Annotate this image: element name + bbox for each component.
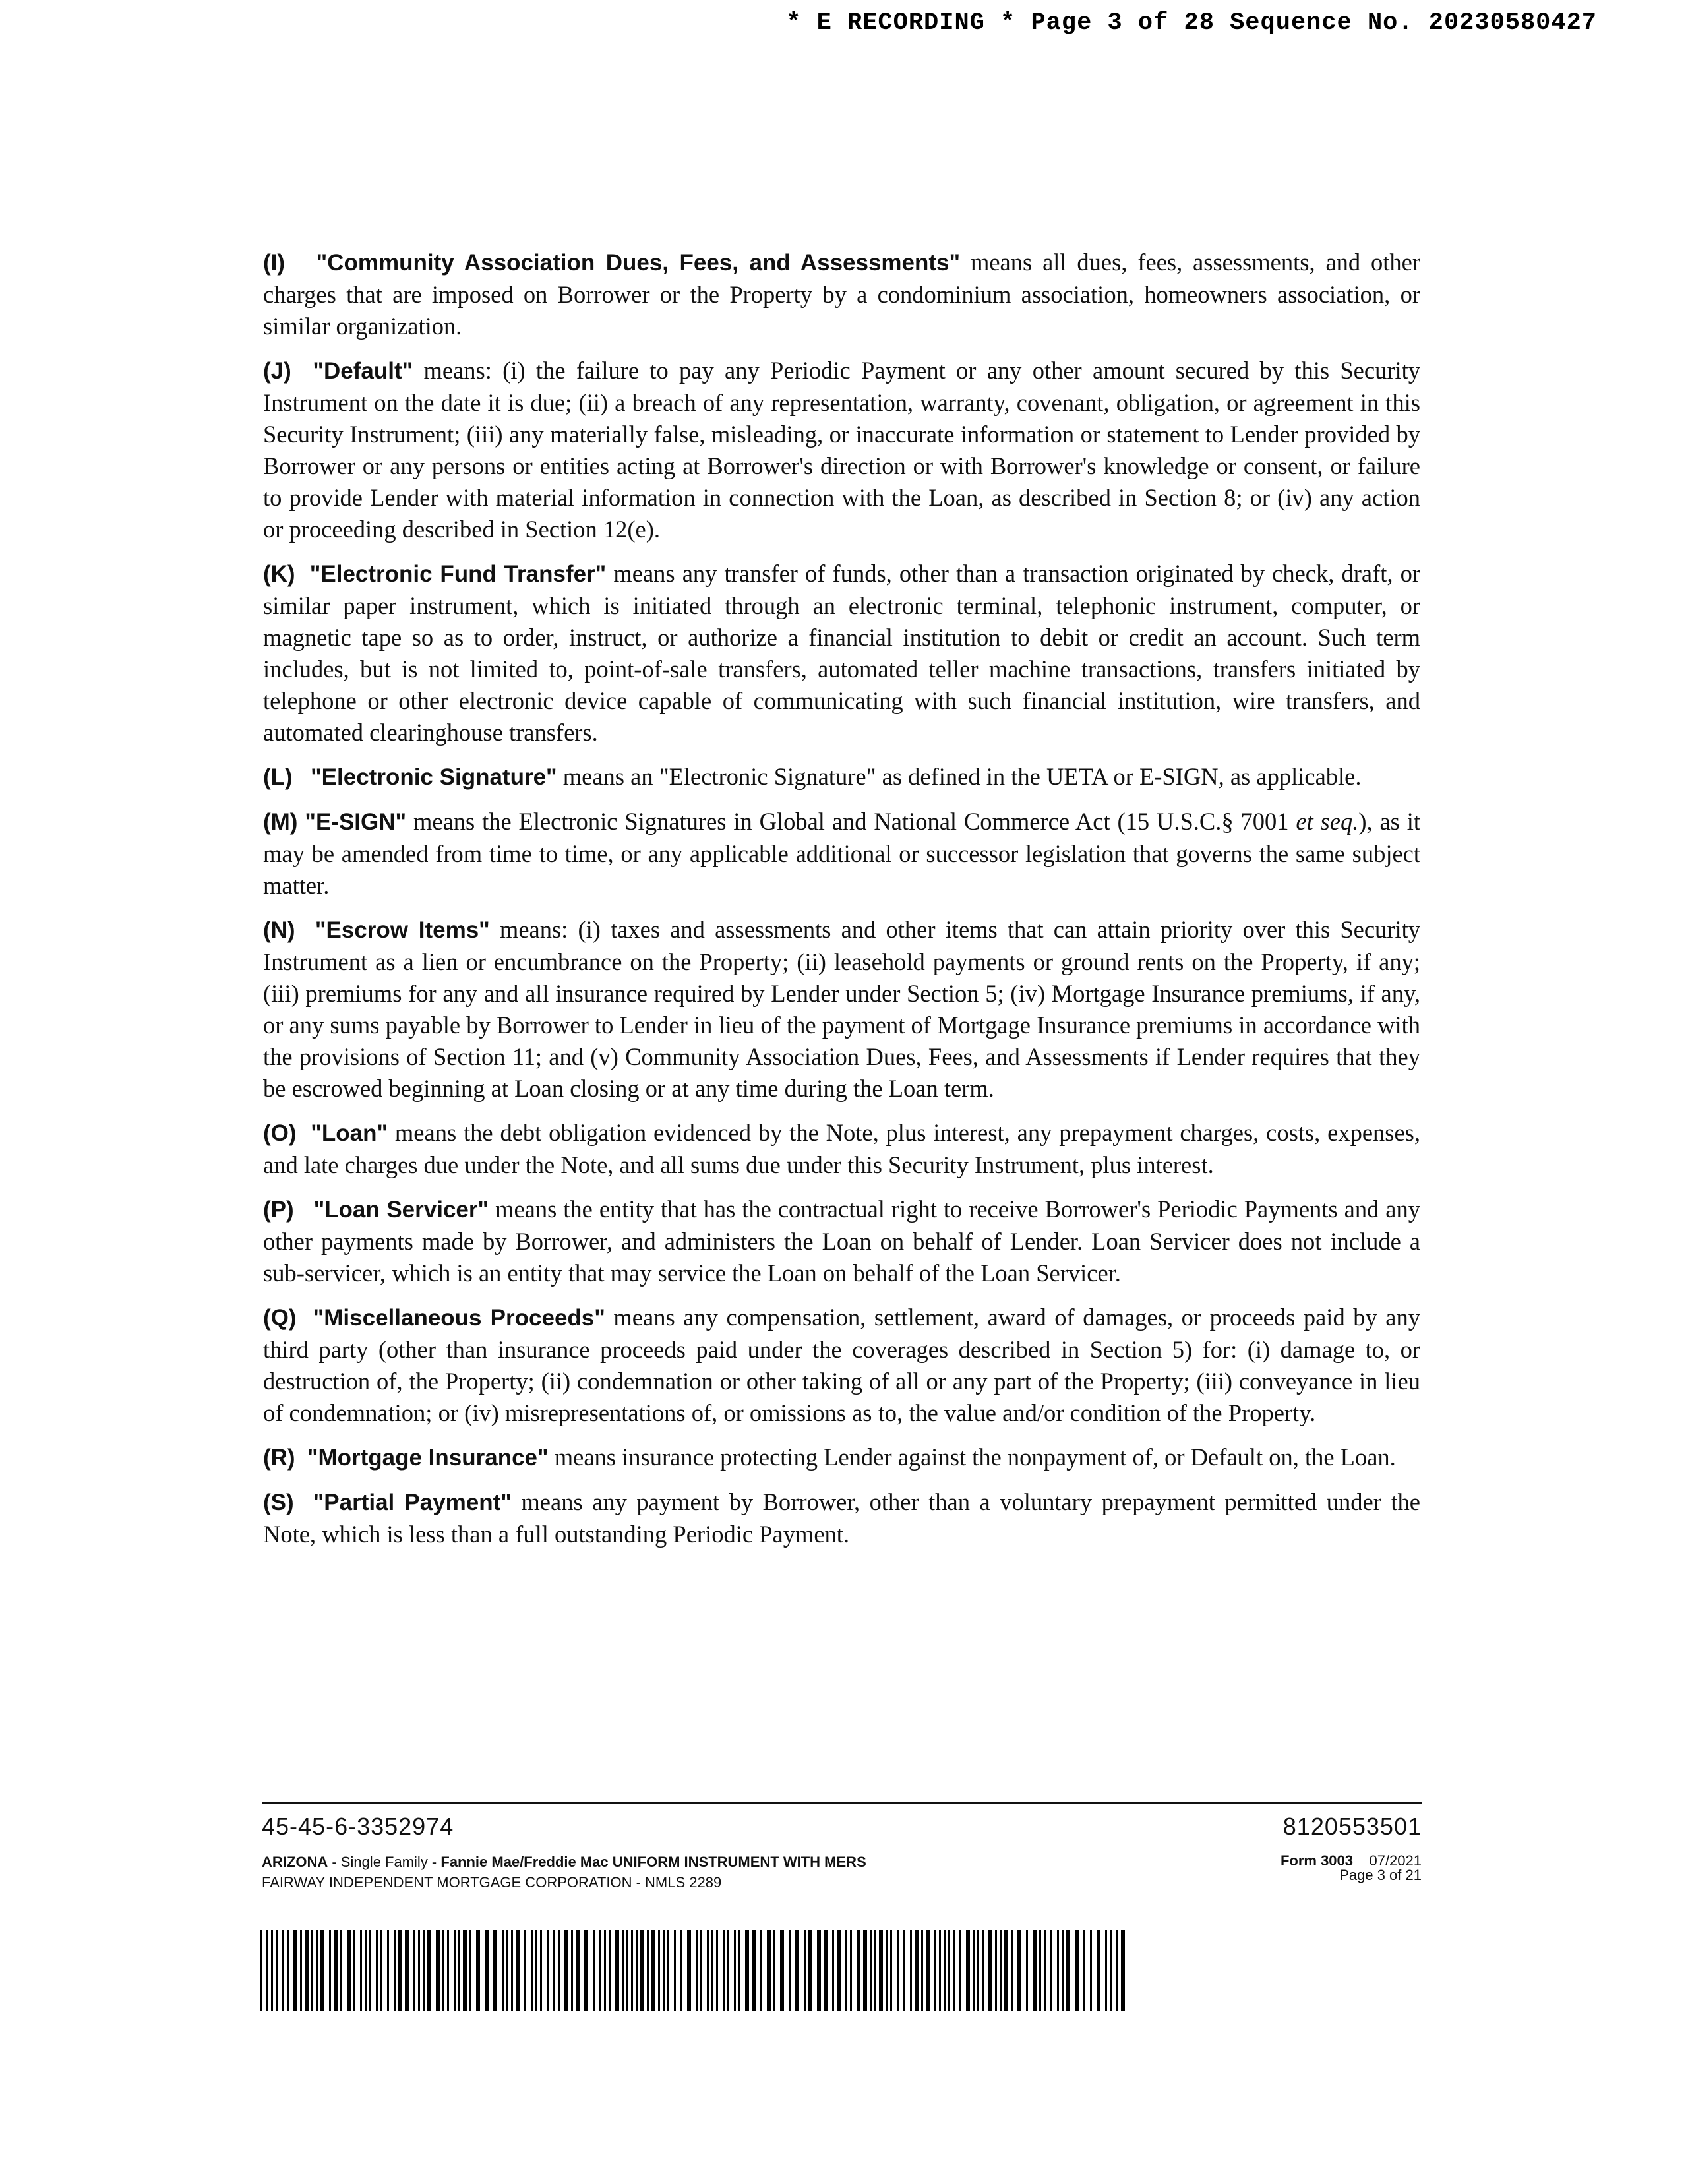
barcode-bar <box>828 1930 832 2011</box>
definition-text: means the entity that has the contractual right to receive Borrower's Periodic Payments and any other payments made by Borrower, and administers the Loan on behalf of Lender. Loan Servicer does not include a sub-servicer, which is an entity that may service the Loan on behalf of the Loan Servicer. <box>263 1196 1420 1287</box>
definition-default <box>263 355 1420 545</box>
barcode-bar <box>526 1930 531 2011</box>
form-number-line <box>1281 1854 1422 1868</box>
defined-term: "E-SIGN" <box>305 809 407 835</box>
page-number: Page 3 of 21 <box>1339 1867 1422 1883</box>
barcode-bar <box>431 1930 436 2011</box>
barcode-bar <box>1112 1930 1116 2011</box>
barcode-bar <box>588 1930 593 2011</box>
barcode-bar <box>676 1930 680 2011</box>
definition-e-sign <box>263 806 1420 901</box>
barcode-bar <box>1085 1930 1090 2011</box>
barcode-bar <box>1013 1930 1017 2011</box>
barcode-bar <box>762 1930 767 2011</box>
definition-mortgage-insurance <box>263 1441 1420 1474</box>
footer-divider <box>262 1802 1422 1804</box>
definition-community-association-dues <box>263 247 1420 342</box>
barcode-bar <box>1070 1930 1075 2011</box>
barcode-bar <box>262 1930 266 2011</box>
defined-term: "Loan Servicer" <box>313 1197 489 1223</box>
loan-number: 45-45-6-3352974 <box>262 1813 454 1840</box>
definition-text: means insurance protecting Lender against the nonpayment of, or Default on, the Loan. <box>548 1443 1396 1471</box>
barcode-bar <box>718 1930 723 2011</box>
definition-label: (N) <box>263 917 295 943</box>
definition-label: (L) <box>263 764 293 790</box>
barcode-bar <box>580 1930 584 2011</box>
defined-term: "Community Association Dues, Fees, and Assessments" <box>316 250 961 276</box>
barcode-bar <box>729 1930 734 2011</box>
barcode-bar <box>489 1930 493 2011</box>
definition-partial-payment <box>263 1486 1420 1550</box>
instrument-description <box>262 1854 866 1871</box>
barcode-bar <box>740 1930 745 2011</box>
barcode-bar <box>1100 1930 1105 2011</box>
definition-miscellaneous-proceeds <box>263 1302 1420 1429</box>
barcode-bar <box>899 1930 903 2011</box>
barcode-bar <box>342 1930 347 2011</box>
definition-label: (J) <box>263 358 291 384</box>
recording-stamp: * E RECORDING * Page 3 of 28 Sequence No. 20230580427 <box>786 9 1597 37</box>
definition-text: means all dues, fees, assessments, and other charges that are imposed on Borrower or the Property by a condominium association, homeowners association, or similar organization. <box>263 249 1420 340</box>
barcode-bar <box>1021 1930 1026 2011</box>
barcode-bar <box>371 1930 376 2011</box>
defined-term: "Default" <box>313 358 413 384</box>
barcode-bar <box>520 1930 524 2011</box>
defined-term: "Loan" <box>311 1120 388 1146</box>
definition-label: (Q) <box>263 1305 297 1331</box>
barcode-bar <box>409 1930 413 2011</box>
definition-label: (M) <box>263 809 298 835</box>
barcode-bar <box>702 1930 707 2011</box>
defined-term: "Miscellaneous Proceeds" <box>313 1305 605 1331</box>
definition-electronic-signature <box>263 761 1420 793</box>
barcode-bar <box>480 1930 485 2011</box>
barcode-bar <box>775 1930 780 2011</box>
barcode-bar <box>812 1930 817 2011</box>
barcode-bar <box>449 1930 454 2011</box>
barcode-bar <box>669 1930 674 2011</box>
barcode-bar <box>955 1930 959 2011</box>
definition-text: means: (i) taxes and assessments and other items that can attain priority over this Security Instrument as a lien or encumbrance on the Property; (ii) leasehold payments or ground rents on the Property, if any; (iii) premiums for any and all insurance required by Lender under Section 5; (iv) Mortgage Insurance premiums, if any, or any sums payable by Borrower to Lender in lieu of the payment of Mortgage Insurance premiums in accordance with the provisions of Section 11; and (v) Community Association Dues, Fees, and Assessments if Lender requires that they be escrowed beginning at Loan closing or at any time during the Loan term. <box>263 916 1420 1102</box>
barcode-bar <box>382 1930 387 2011</box>
barcode-bar <box>756 1930 760 2011</box>
definition-electronic-fund-transfer <box>263 558 1420 748</box>
definition-loan-servicer <box>263 1194 1420 1289</box>
definition-italic-text: et seq. <box>1296 808 1359 835</box>
defined-term: "Electronic Fund Transfer" <box>309 561 607 587</box>
lender-name: FAIRWAY INDEPENDENT MORTGAGE CORPORATION - NMLS 2289 <box>262 1874 722 1891</box>
barcode-bar <box>682 1930 687 2011</box>
defined-term: "Escrow Items" <box>315 917 490 943</box>
definition-loan <box>263 1117 1420 1181</box>
definition-label: (P) <box>263 1197 294 1223</box>
barcode-bar <box>1046 1930 1050 2011</box>
definition-label: (O) <box>263 1120 297 1146</box>
definition-label: (R) <box>263 1445 295 1471</box>
barcode-bar <box>691 1930 696 2011</box>
barcode-bar <box>278 1930 282 2011</box>
form-date: 07/2021 <box>1369 1852 1422 1869</box>
defined-term: "Electronic Signature" <box>311 764 557 790</box>
definition-text: means an "Electronic Signature" as defined in the UETA or E-SIGN, as applicable. <box>557 763 1362 790</box>
barcode-bar <box>799 1930 804 2011</box>
property-type: - Single Family - <box>328 1854 441 1870</box>
barcode-bar <box>542 1930 547 2011</box>
barcode-bar <box>791 1930 795 2011</box>
definition-label: (S) <box>263 1490 294 1515</box>
barcode-bar <box>289 1930 293 2011</box>
barcode-bar <box>1121 1930 1125 2011</box>
definition-label: (I) <box>263 250 286 276</box>
barcode-bar <box>595 1930 599 2011</box>
barcode-bar <box>841 1930 845 2011</box>
form-info <box>1281 1854 1422 1883</box>
barcode-bar <box>961 1930 966 2011</box>
barcode-bar <box>784 1930 789 2011</box>
barcode-bar <box>984 1930 988 2011</box>
definition-escrow-items <box>263 914 1420 1105</box>
barcode-bar <box>892 1930 897 2011</box>
case-number: 8120553501 <box>1282 1813 1422 1840</box>
barcode-bar <box>1028 1930 1033 2011</box>
uniform-instrument-title: Fannie Mae/Freddie Mac UNIFORM INSTRUMENT WITH MERS <box>440 1854 866 1870</box>
barcode-bar <box>1079 1930 1083 2011</box>
barcode-bar <box>1052 1930 1057 2011</box>
barcode-bar <box>560 1930 564 2011</box>
definition-label: (K) <box>263 561 295 587</box>
barcode-bar <box>389 1930 394 2011</box>
barcode-bar <box>497 1930 502 2011</box>
barcode-bar <box>324 1930 329 2011</box>
definition-text: means any transfer of funds, other than a transaction originated by check, draft, or similar paper instrument, which is initiated through an electronic terminal, telephonic instrument, computer, or magnetic tape so as to order, instruct, or authorize a financial institution to debit or credit an account. Such term includes, but is not limited to, point-of-sale transfers, automated teller machine transactions, transfers initiated by telephone or other electronic device capable of communicating with such financial institution, wire transfers, and automated clearinghouse transfers. <box>263 560 1420 746</box>
state-name: ARIZONA <box>262 1854 328 1870</box>
definition-text: means the debt obligation evidenced by the Note, plus interest, any prepayment charges, costs, expenses, and late charges due under the Note, and all sums due under this Security Instrument, plus interest. <box>263 1119 1420 1178</box>
definition-text: means any compensation, settlement, award of damages, or proceeds paid by any third party (other than insurance proceeds paid under the coverages described in Section 5) for: (i) damage to, or destruction of, the Property; (ii) condemnation or other taking of all or any part of the Property; (iii) conveyance in lieu of condemnation; or (iv) misrepresentations of, or omissions as to, the value and/or condition of the Property. <box>263 1304 1421 1426</box>
barcode-bar <box>930 1930 934 2011</box>
barcode-bar <box>852 1930 857 2011</box>
definition-text: means the Electronic Signatures in Global and National Commerce Act (15 U.S.C.§ 7001 <box>406 808 1296 835</box>
defined-term: "Mortgage Insurance" <box>307 1445 549 1471</box>
definition-text: means any payment by Borrower, other than a voluntary prepayment permitted under the Note, which is less than a full outstanding Periodic Payment. <box>263 1488 1420 1548</box>
document-barcode <box>260 1930 1127 2011</box>
definition-text: means: (i) the failure to pay any Periodic Payment or any other amount secured by this Security Instrument on the date it is due; (ii) a breach of any representation, warranty, covenant, obligation, or agreement in this Security Instrument; (iii) any materially false, misleading, or inaccurate information or statement to Lender provided by Borrower or any persons or entities acting at Borrower's direction or with Borrower's knowledge or consent, or failure to provide Lender with material information in connection with the Loan, as described in Section 8; or (iv) any action or proceeding described in Section 12(e). <box>263 357 1421 543</box>
barcode-bar <box>611 1930 615 2011</box>
defined-term: "Partial Payment" <box>313 1490 512 1515</box>
barcode-bar <box>1092 1930 1097 2011</box>
form-label: Form 3003 <box>1280 1852 1354 1869</box>
barcode-bar <box>905 1930 910 2011</box>
definitions-body <box>263 247 1420 1563</box>
barcode-bar <box>549 1930 553 2011</box>
definition-text-continued: ), as it may be amended from time to time, or any applicable additional or successor legislation that governs the same subject matter. <box>263 808 1421 899</box>
barcode-bar <box>471 1930 476 2011</box>
barcode-bar <box>355 1930 360 2011</box>
